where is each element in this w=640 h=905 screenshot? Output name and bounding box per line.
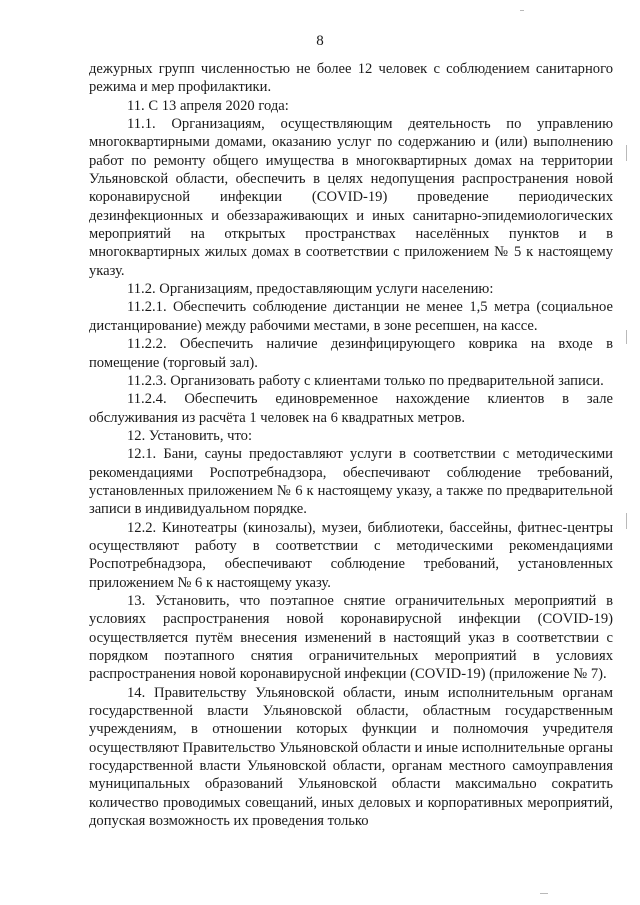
scan-artifact-mark bbox=[520, 10, 524, 11]
paragraph-11-2-3: 11.2.3. Организовать работу с клиентами только по предварительной записи. bbox=[127, 372, 604, 389]
paragraph-section-14: 14. Правительству Ульяновской области, иным исполнительным органам государственной власти Ульяновской области, областным государственным учреждениям, в отношении которых функции и полномочия учредителя осуществляют Правительство Ульяновской области и иные исполнительные органы государственной власти Ульяновской области, органам местного самоуправления муниципальных образований Ульяновской области максимально сократить количество проводимых совещаний, иных деловых и корпоративных мероприятий, допуская возможность их проведения только bbox=[89, 684, 613, 830]
paragraph-12-2: 12.2. Кинотеатры (кинозалы), музеи, библиотеки, бассейны, фитнес-центры осуществляют работу в соответствии с методическими рекомендациями Роспотребнадзора, обеспечивают соблюдение требований, установленных приложением № 6 к настоящему указу. bbox=[89, 519, 613, 591]
paragraph-section-13: 13. Установить, что поэтапное снятие ограничительных мероприятий в условиях распространения новой коронавирусной инфекции (COVID-19) осуществляется путём внесения изменений в настоящий указ в соответствии с порядком поэтапного снятия ограничительных мероприятий в условиях распространения новой коронавирусной инфекции (COVID-19) (приложение № 7). bbox=[89, 592, 613, 683]
paragraph-section-12: 12. Установить, что: bbox=[127, 427, 252, 444]
paragraph-11-2: 11.2. Организациям, предоставляющим услуги населению: bbox=[127, 281, 494, 298]
scan-artifact-mark bbox=[626, 145, 627, 161]
paragraph-12-1: 12.1. Бани, сауны предоставляют услуги в соответствии с методическими рекомендациями Роспотребнадзора, обеспечивают соблюдение требований, установленных приложением № 6 к настоящему указу, а также по предварительной записи в индивидуальном порядке. bbox=[89, 446, 613, 518]
document-body bbox=[89, 60, 613, 830]
page-number: 8 bbox=[316, 33, 324, 49]
paragraph-continuation: дежурных групп численностью не более 12 человек с соблюдением санитарного режима и мер профилактики. bbox=[89, 61, 613, 96]
scan-artifact-mark bbox=[540, 893, 548, 894]
paragraph-11-1: 11.1. Организациям, осуществляющим деятельность по управлению многоквартирными домами, оказанию услуг по содержанию и (или) выполнению работ по ремонту общего имущества в многоквартирных домах на территории Ульяновской области, обеспечить в целях недопущения распространения новой коронавирусной инфекции (COVID-19) проведение периодических дезинфекционных и обеззараживающих и иных санитарно-эпидемиологических мероприятий на открытых пространствах населённых пунктов и в многоквартирных жилых домах в соответствии с приложением № 5 к настоящему указу. bbox=[89, 116, 613, 279]
scan-artifact-mark bbox=[626, 330, 627, 344]
scan-artifact-mark bbox=[626, 513, 627, 529]
paragraph-11-2-1: 11.2.1. Обеспечить соблюдение дистанции не менее 1,5 метра (социальное дистанцирование) между рабочими местами, в зоне ресепшен, на кассе. bbox=[89, 299, 613, 334]
paragraph-11-2-2: 11.2.2. Обеспечить наличие дезинфицирующего коврика на входе в помещение (торговый зал). bbox=[89, 336, 613, 371]
paragraph-11-2-4: 11.2.4. Обеспечить единовременное нахождение клиентов в зале обслуживания из расчёта 1 человек на 6 квадратных метров. bbox=[89, 391, 613, 426]
paragraph-section-11: 11. С 13 апреля 2020 года: bbox=[127, 97, 289, 114]
